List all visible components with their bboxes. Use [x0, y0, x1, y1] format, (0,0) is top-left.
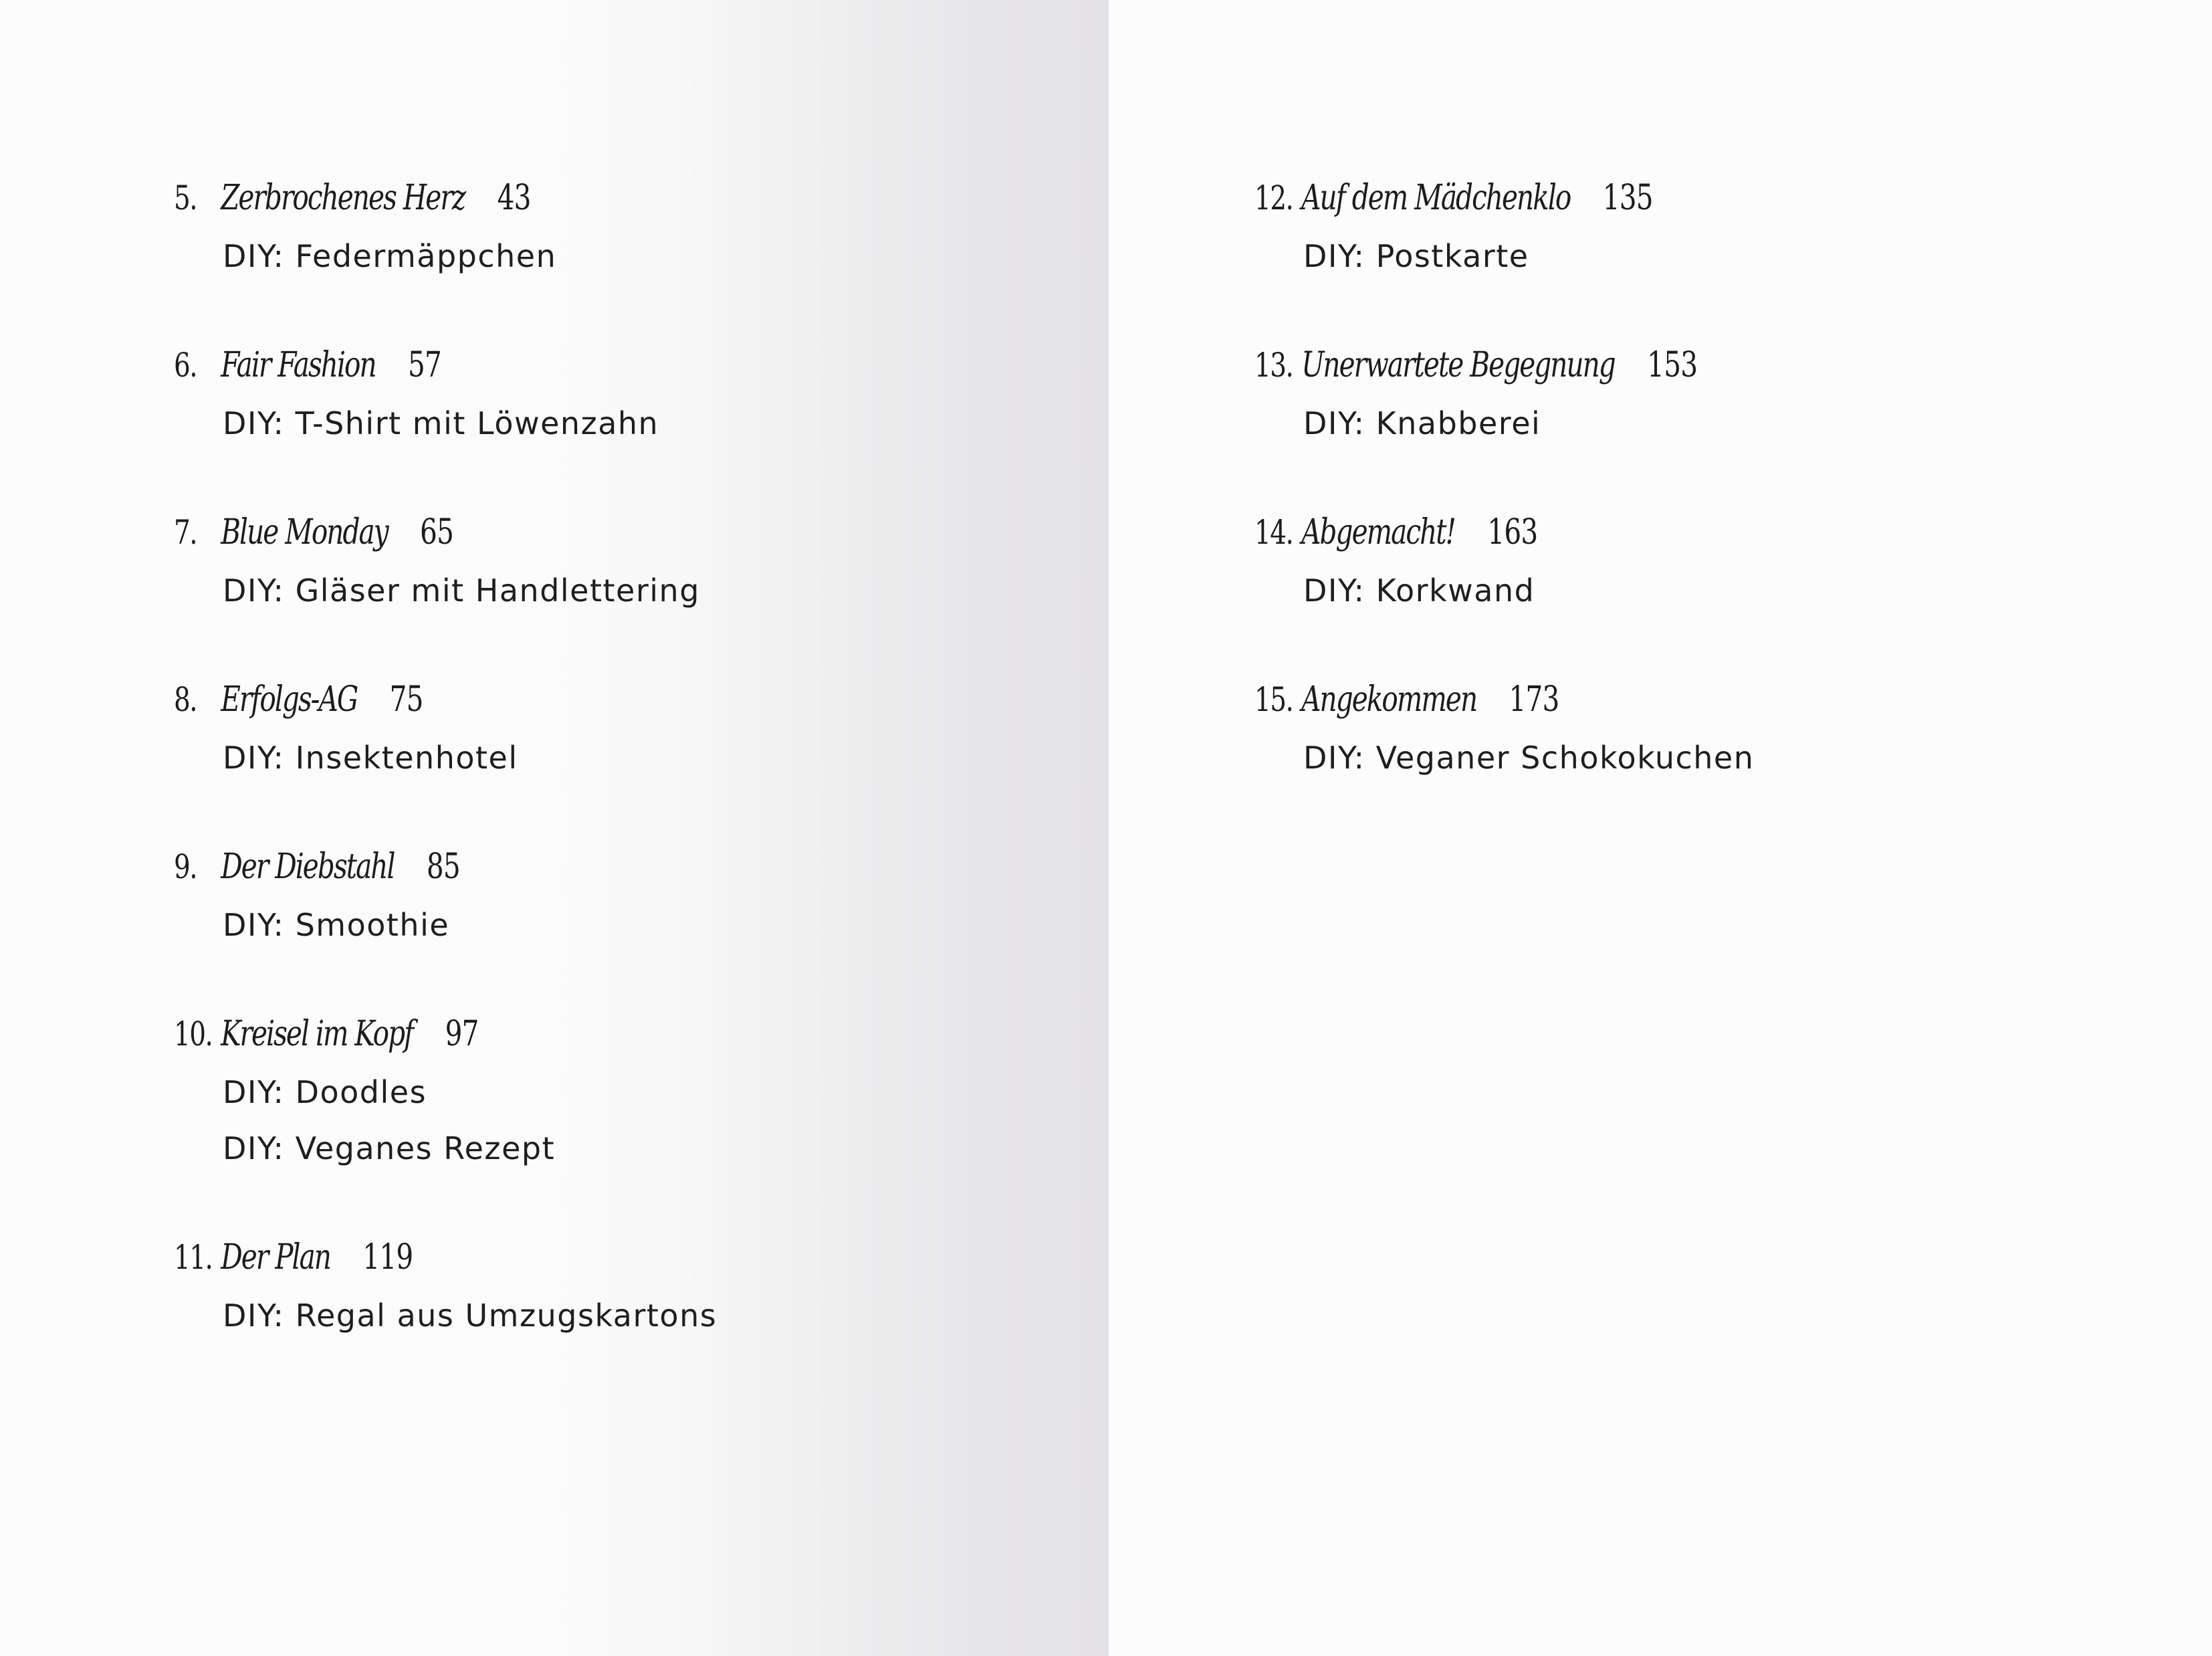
chapter-heading [174, 1231, 413, 1284]
chapter-number: 14. [1254, 513, 1293, 552]
chapter-page-number: 57 [408, 345, 442, 385]
chapter-number: 7. [174, 513, 197, 552]
chapter-title: Angekommen [1301, 680, 1477, 720]
diy-item: DIY: Insektenhotel [223, 740, 518, 776]
chapter-number: 11. [174, 1238, 213, 1277]
chapter-title: Blue Monday [221, 512, 388, 552]
chapter-heading [174, 338, 441, 392]
chapter-heading [1254, 506, 1537, 559]
diy-item: DIY: Regal aus Umzugskartons [223, 1298, 717, 1334]
chapter-page-number: 153 [1647, 345, 1698, 385]
chapter-heading [174, 171, 531, 225]
chapter-page-number: 43 [497, 178, 531, 218]
chapter-page-number: 97 [445, 1014, 479, 1054]
chapter-page-number: 135 [1602, 178, 1653, 218]
chapter-title: Zerbrochenes Herz [221, 178, 465, 218]
chapter-title: Fair Fashion [221, 345, 376, 385]
diy-item: DIY: Gläser mit Handlettering [223, 573, 700, 609]
chapter-heading [1254, 171, 1653, 225]
chapter-heading [1254, 338, 1697, 392]
chapter-title: Der Plan [221, 1237, 330, 1277]
chapter-page-number: 75 [389, 680, 423, 720]
diy-item: DIY: Federmäppchen [223, 238, 557, 274]
diy-item: DIY: Knabberei [1303, 405, 1541, 441]
chapter-number: 5. [174, 179, 197, 217]
chapter-title: Kreisel im Kopf [221, 1014, 413, 1054]
chapter-heading [174, 673, 423, 726]
diy-item: DIY: Veganes Rezept [223, 1130, 556, 1166]
chapter-page-number: 65 [420, 512, 454, 552]
diy-item: DIY: Postkarte [1303, 238, 1529, 274]
diy-item: DIY: Smoothie [223, 907, 450, 943]
right-page [1109, 0, 2212, 1656]
chapter-number: 15. [1254, 680, 1293, 719]
chapter-page-number: 119 [362, 1237, 413, 1277]
chapter-number: 10. [174, 1015, 213, 1053]
chapter-title: Abgemacht! [1301, 512, 1456, 552]
diy-item: DIY: Veganer Schokokuchen [1303, 740, 1755, 776]
chapter-heading [174, 840, 460, 894]
chapter-number: 6. [174, 346, 197, 385]
chapter-heading [174, 1007, 479, 1061]
diy-item: DIY: Doodles [223, 1074, 427, 1110]
chapter-page-number: 173 [1509, 680, 1559, 720]
chapter-title: Unerwartete Begegnung [1301, 345, 1615, 385]
diy-item: DIY: Korkwand [1303, 573, 1535, 609]
chapter-title: Auf dem Mädchenklo [1301, 178, 1571, 218]
chapter-number: 12. [1254, 179, 1293, 217]
chapter-heading [174, 506, 453, 559]
diy-item: DIY: T-Shirt mit Löwenzahn [223, 405, 659, 441]
chapter-heading [1254, 673, 1559, 726]
chapter-title: Der Diebstahl [221, 847, 395, 887]
chapter-page-number: 85 [426, 847, 460, 887]
chapter-title: Erfolgs-AG [221, 680, 358, 720]
chapter-number: 13. [1254, 346, 1293, 385]
chapter-page-number: 163 [1487, 512, 1538, 552]
chapter-number: 8. [174, 680, 197, 719]
chapter-number: 9. [174, 847, 197, 886]
